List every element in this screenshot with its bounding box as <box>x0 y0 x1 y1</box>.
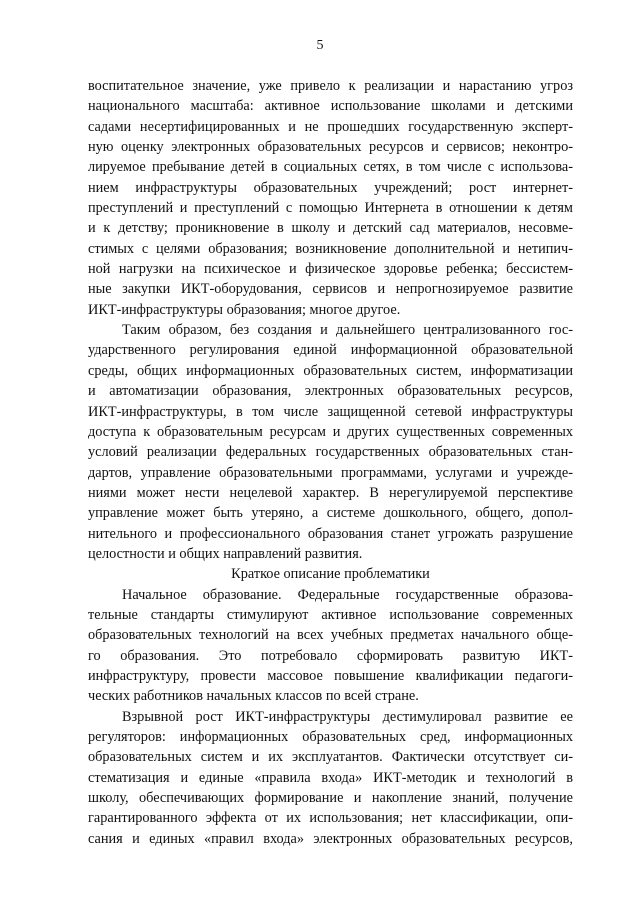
text-line: национального масштаба: активное использование школами и детскими <box>88 98 573 115</box>
text-line: дартов, управление образовательными программами, услугами и учрежде- <box>88 464 573 481</box>
paragraph <box>88 585 573 707</box>
text-line: стимых с целями образования; возникновение дополнительной и нетипич- <box>88 240 573 257</box>
text-line: нительного и профессионального образования станет угрожать разрушение <box>88 525 573 542</box>
text-line: ИКТ-инфраструктуры, в том числе защищенной сетевой инфраструктуры <box>88 403 573 420</box>
text-line: доступа к образовательным ресурсам и других существенных современных <box>88 423 573 440</box>
text-line: и к детству; проникновение в школу и детский сад материалов, несовме- <box>88 220 573 237</box>
text-line: Взрывной рост ИКТ-инфраструктуры дестимулировал развитие ее <box>122 708 573 725</box>
text-line: го образования. Это потребовало сформировать развитую ИКТ- <box>88 647 573 664</box>
text-line: лируемое пребывание детей в социальных сетях, в том числе с использова- <box>88 159 573 176</box>
text-line: ударственного регулирования единой информационной образовательной <box>88 342 573 359</box>
paragraph <box>88 707 573 849</box>
section-heading <box>88 564 573 584</box>
text-line: образовательных технологий на всех учебных предметах начального обще- <box>88 627 573 644</box>
document-body <box>88 76 573 849</box>
text-line: Начальное образование. Федеральные государственные образова- <box>122 586 573 603</box>
text-line: школу, обеспечивающих формирование и накопление знаний, получение <box>88 790 573 807</box>
text-line: стематизация и единые «правила входа» ИКТ-методик и технологий в <box>88 769 573 786</box>
text-line: ные закупки ИКТ-оборудования, сервисов и непрогнозируемое развитие <box>88 281 573 298</box>
text-line: воспитательное значение, уже привело к реализации и нарастанию угроз <box>88 78 573 94</box>
text-line: нием инфраструктуры образовательных учреждений; рост интернет- <box>88 179 573 196</box>
text-line: преступлений и преступлений с помощью Интернета в отношении к детям <box>88 200 573 217</box>
text-line: и автоматизации образования, электронных образовательных ресурсов, <box>88 383 573 400</box>
text-line: ной нагрузки на психическое и физическое здоровье ребенка; бессистем- <box>88 261 573 278</box>
paragraph <box>88 76 573 320</box>
text-line: ниями может нести нецелевой характер. В нерегулируемой перспективе <box>88 484 573 501</box>
text-line: ИКТ-инфраструктуры образования; многое другое. <box>88 301 401 318</box>
text-line: ческих работников начальных классов по всей стране. <box>88 688 419 705</box>
text-line: садами несертифицированных и не прошедших государственную эксперт- <box>88 118 573 135</box>
text-line: ную оценку электронных образовательных ресурсов и сервисов; неконтро- <box>88 139 573 156</box>
text-line: Краткое описание проблематики <box>231 566 430 583</box>
text-line: сания и единых «правил входа» электронных образовательных ресурсов, <box>88 830 573 847</box>
text-line: инфраструктуру, провести массовое повышение квалификации педагоги- <box>88 667 573 684</box>
text-line: условий реализации федеральных государственных образовательных стан- <box>88 444 573 461</box>
paragraph <box>88 320 573 564</box>
text-line: тельные стандарты стимулируют активное использование современных <box>88 606 573 623</box>
text-line: образовательных систем и их эксплуатантов. Фактически отсутствует си- <box>88 749 573 766</box>
text-line: управление может быть утеряно, а системе дошкольного, общего, допол- <box>88 505 573 522</box>
text-line: Таким образом, без создания и дальнейшего централизованного гос- <box>122 322 573 339</box>
text-line: среды, общих информационных образовательных систем, информатизации <box>88 362 573 379</box>
page-number: 5 <box>316 38 324 53</box>
text-line: гарантированного эффекта от их использования; нет классификации, опи- <box>88 810 573 827</box>
text-line: регуляторов: информационных образовательных сред, информационных <box>88 729 573 745</box>
text-line: целостности и общих направлений развития. <box>88 545 363 562</box>
